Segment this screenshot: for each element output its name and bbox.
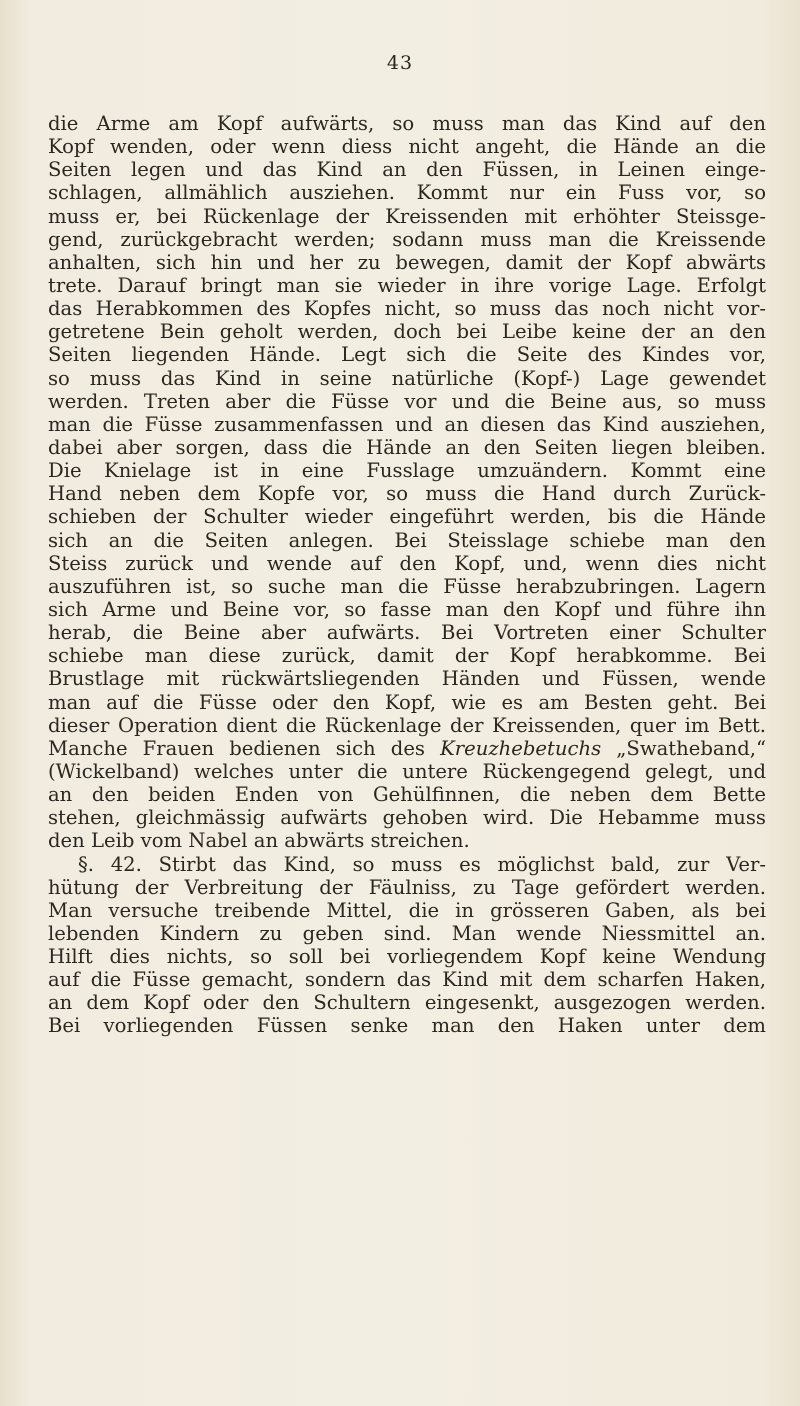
text-line: Kopf wenden, oder wenn diess nicht angeht, die Hände an die — [48, 135, 766, 159]
text-line: Bei vorliegenden Füssen senke man den Haken unter dem — [48, 1014, 766, 1038]
text-line: (Wickelband) welches unter die untere Rückengegend gelegt, und — [48, 759, 766, 783]
text-line: Seiten legen und das Kind an den Füssen, in Leinen einge- — [48, 158, 766, 182]
text-line: Man versuche treibende Mittel, die in grösseren Gaben, als bei — [48, 898, 766, 922]
text-line: an dem Kopf oder den Schultern eingesenkt, ausgezogen werden. — [48, 991, 766, 1015]
text-line: sich Arme und Beine vor, so fasse man den Kopf und führe ihn — [48, 597, 766, 621]
text-line: man die Füsse zusammenfassen und an diesen das Kind ausziehen, — [48, 412, 766, 436]
text-fragment: „Swatheband,“ — [601, 736, 767, 760]
text-line: das Herabkommen des Kopfes nicht, so muss das noch nicht vor- — [48, 297, 766, 321]
text-line: herab, die Beine aber aufwärts. Bei Vortreten einer Schulter — [48, 621, 766, 645]
text-line: §. 42. Stirbt das Kind, so muss es möglichst bald, zur Ver- — [78, 852, 766, 876]
text-line: trete. Darauf bringt man sie wieder in ihre vorige Lage. Erfolgt — [48, 273, 766, 297]
text-line: Seiten liegenden Hände. Legt sich die Seite des Kindes vor, — [48, 343, 766, 367]
emphasized-term: Kreuzhebetuchs — [440, 736, 602, 760]
page-number: 43 — [386, 52, 414, 74]
text-line: dabei aber sorgen, dass die Hände an den Seiten liegen bleiben. — [48, 435, 766, 459]
text-fragment: Manche Frauen bedienen sich des — [48, 736, 441, 760]
text-line: schieben der Schulter wieder eingeführt werden, bis die Hände — [48, 505, 766, 529]
text-line: schiebe man diese zurück, damit der Kopf herabkomme. Bei — [48, 644, 766, 668]
text-line: muss er, bei Rückenlage der Kreissenden mit erhöhter Steissge- — [48, 204, 766, 228]
text-line: Hilft dies nichts, so soll bei vorliegendem Kopf keine Wendung — [48, 945, 766, 969]
text-line: Steiss zurück und wende auf den Kopf, und, wenn dies nicht — [48, 551, 766, 575]
text-line: so muss das Kind in seine natürliche (Kopf-) Lage gewendet — [48, 366, 766, 390]
text-line: stehen, gleichmässig aufwärts gehoben wird. Die Hebamme muss — [48, 806, 766, 830]
text-line: den Leib vom Nabel an abwärts streichen. — [48, 829, 470, 853]
text-line: anhalten, sich hin und her zu bewegen, damit der Kopf abwärts — [48, 250, 766, 274]
text-line: Brustlage mit rückwärtsliegenden Händen und Füssen, wende — [48, 667, 766, 691]
text-line: lebenden Kindern zu geben sind. Man wende Niessmittel an. — [48, 921, 766, 945]
text-line: Hand neben dem Kopfe vor, so muss die Hand durch Zurück- — [48, 482, 766, 506]
text-line: hütung der Verbreitung der Fäulniss, zu Tage gefördert werden. — [48, 875, 766, 899]
text-line: gend, zurückgebracht werden; sodann muss man die Kreissende — [48, 227, 766, 251]
text-line: getretene Bein geholt werden, doch bei Leibe keine der an den — [48, 320, 766, 344]
body-text — [48, 112, 766, 1038]
text-line: sich an die Seiten anlegen. Bei Steisslage schiebe man den — [48, 528, 766, 552]
text-line: man auf die Füsse oder den Kopf, wie es am Besten geht. Bei — [48, 690, 766, 714]
text-line — [48, 737, 766, 760]
text-line: auszuführen ist, so suche man die Füsse herabzubringen. Lagern — [48, 574, 766, 598]
text-line: auf die Füsse gemacht, sondern das Kind mit dem scharfen Haken, — [48, 968, 766, 992]
text-line: schlagen, allmählich ausziehen. Kommt nur ein Fuss vor, so — [48, 181, 766, 205]
text-line: die Arme am Kopf aufwärts, so muss man das Kind auf den — [48, 112, 766, 135]
text-line: an den beiden Enden von Gehülfinnen, die neben dem Bette — [48, 783, 766, 807]
text-line: werden. Treten aber die Füsse vor und die Beine aus, so muss — [48, 389, 766, 413]
text-line: Die Knielage ist in eine Fusslage umzuändern. Kommt eine — [48, 459, 766, 483]
text-line: dieser Operation dient die Rückenlage der Kreissenden, quer im Bett. — [48, 713, 766, 737]
